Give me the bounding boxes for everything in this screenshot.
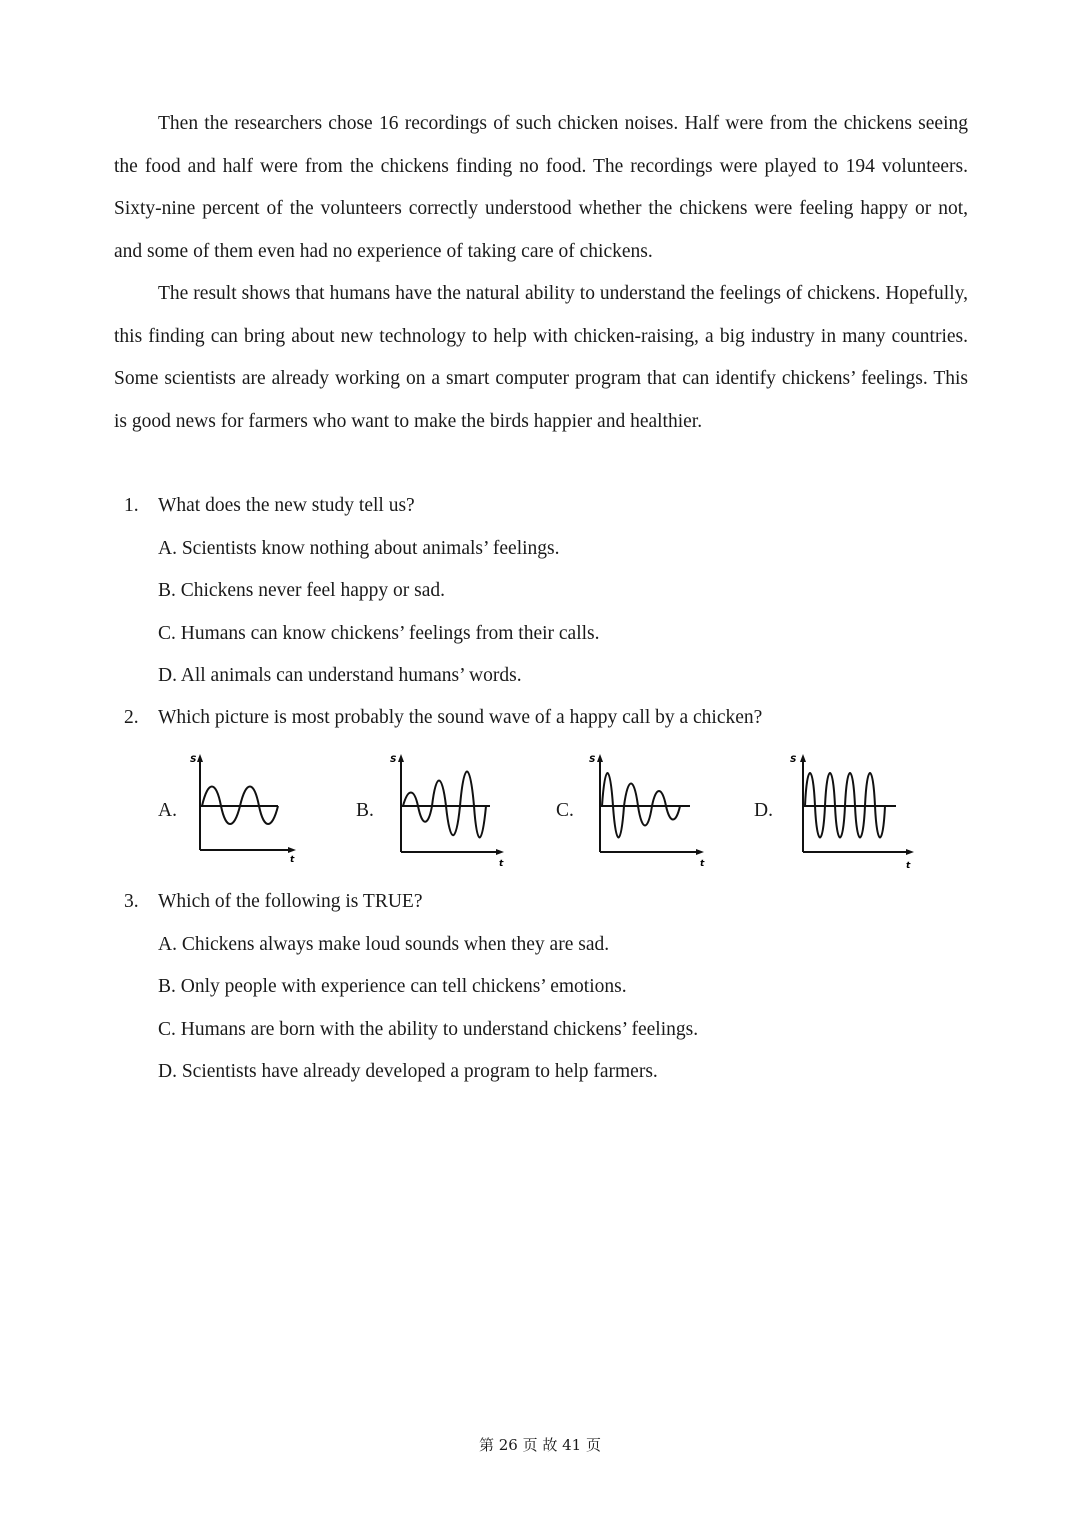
page-footer: 第 26 页 故 41 页: [478, 1436, 601, 1454]
wave-curve: [403, 772, 486, 838]
question-1: [124, 492, 415, 520]
question-number: 2.: [124, 707, 139, 728]
passage-paragraph-2: The result shows that humans have the natural ability to understand the feelings of chickens. Hopefully, this finding can bring about new technology to help with chicken-raising, a big industry in many countries. Some scientists are already working on a smart computer program that can identify chickens’ feelings. This is good news for farmers who want to make the birds happier and healthier.: [114, 283, 968, 432]
wave-graph-b: [386, 750, 511, 870]
question-3-option-c: C. Humans are born with the ability to understand chickens’ feelings.: [158, 1019, 699, 1040]
question-2: [124, 704, 762, 732]
question-text: Which picture is most probably the sound wave of a happy call by a chicken?: [158, 707, 763, 728]
wave-graph-c: [586, 750, 711, 870]
question-1-option-a: A. Scientists know nothing about animals’ feelings.: [158, 538, 560, 559]
x-axis-label: t: [906, 861, 911, 871]
wave-option-d-label: D.: [754, 800, 773, 821]
wave-option-c-label: C.: [556, 800, 574, 821]
question-3-option-a: A. Chickens always make loud sounds when they are sad.: [158, 934, 610, 955]
question-1-option-c: C. Humans can know chickens’ feelings from their calls.: [158, 623, 600, 644]
question-3: [124, 888, 422, 916]
y-axis-label: S: [390, 755, 397, 765]
wave-graph-a: [186, 750, 301, 865]
question-text: Which of the following is TRUE?: [158, 891, 423, 912]
question-text: What does the new study tell us?: [158, 495, 415, 516]
question-3-option-d: D. Scientists have already developed a program to help farmers.: [158, 1061, 658, 1082]
x-axis-label: t: [290, 855, 295, 865]
x-axis-label: t: [700, 859, 705, 869]
question-number: 3.: [124, 891, 139, 912]
wave-option-a-label: A.: [158, 800, 177, 821]
passage-paragraph-1: Then the researchers chose 16 recordings of such chicken noises. Half were from the chickens seeing the food and half were from the chickens finding no food. The recordings were played to 194 volunteers. Sixty-nine percent of the volunteers correctly understood whether the chickens were feeling happy or not, and some of them even had no experience of taking care of chickens.: [114, 113, 968, 262]
y-axis-label: S: [589, 755, 596, 765]
y-axis-label: S: [790, 755, 797, 765]
question-3-option-b: B. Only people with experience can tell chickens’ emotions.: [158, 976, 627, 997]
y-axis-label: S: [190, 755, 197, 765]
question-1-option-d: D. All animals can understand humans’ words.: [158, 665, 522, 686]
x-axis-label: t: [499, 859, 504, 869]
question-1-option-b: B. Chickens never feel happy or sad.: [158, 580, 445, 601]
wave-graph-d: [786, 750, 921, 872]
question-number: 1.: [124, 495, 139, 516]
wave-option-b-label: B.: [356, 800, 374, 821]
